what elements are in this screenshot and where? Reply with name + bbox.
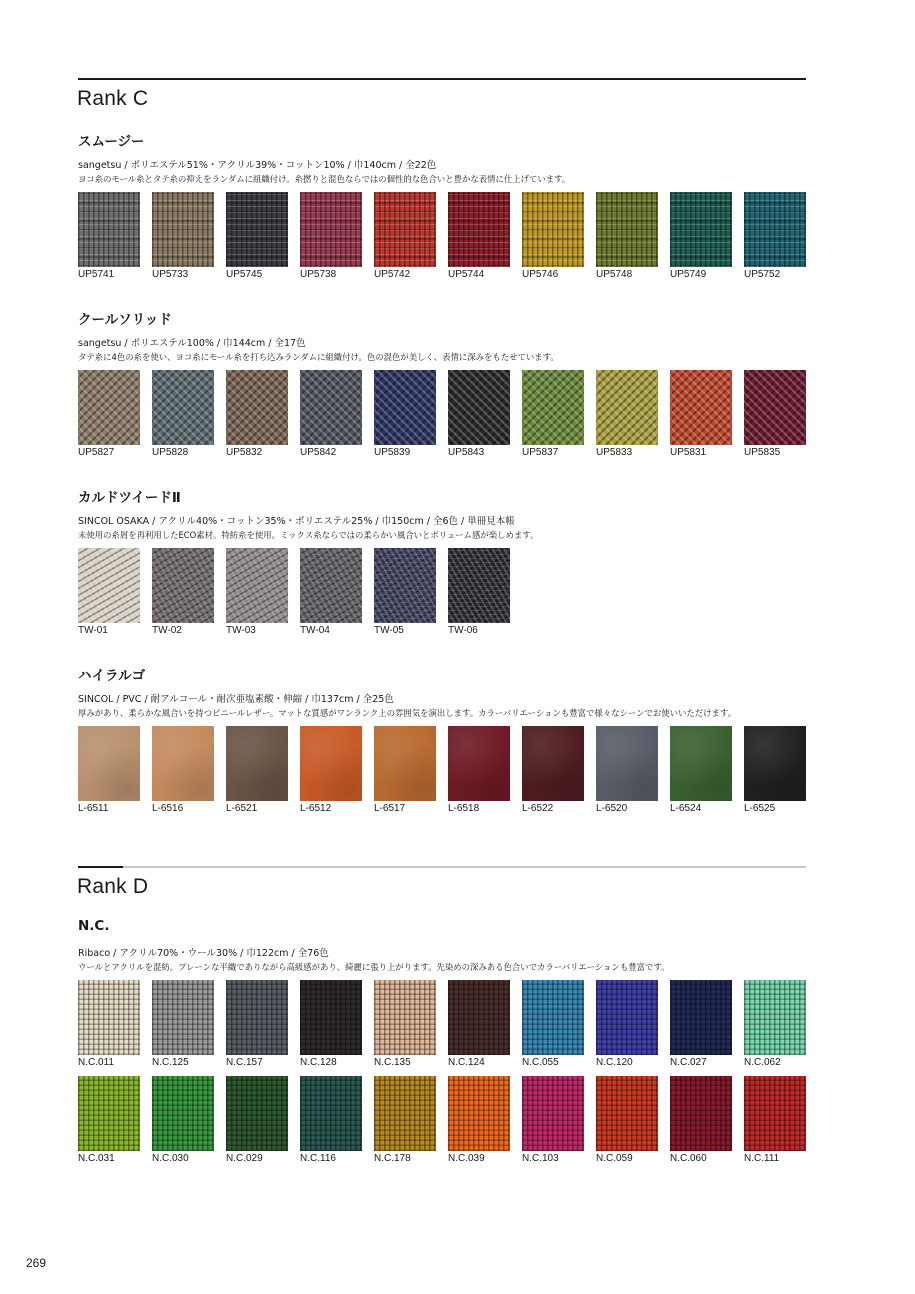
swatch	[374, 726, 436, 814]
swatch	[78, 548, 140, 636]
swatch	[226, 726, 288, 814]
swatch-code: N.C.062	[744, 1057, 781, 1068]
swatch-chip	[226, 192, 288, 267]
swatch-code: N.C.103	[522, 1153, 559, 1164]
swatch-chip	[152, 980, 214, 1055]
swatch-code: TW-01	[78, 625, 108, 636]
swatch-chip	[152, 548, 214, 623]
swatch-chip	[226, 726, 288, 801]
swatch-code: L-6518	[448, 803, 480, 814]
swatch	[596, 726, 658, 814]
swatch	[596, 1076, 658, 1164]
swatch-code: UP5745	[226, 269, 263, 280]
swatch	[744, 726, 806, 814]
swatch-chip	[744, 370, 806, 445]
swatch-code: N.C.060	[670, 1153, 707, 1164]
swatch-code: L-6512	[300, 803, 332, 814]
swatch	[300, 370, 362, 458]
swatch-code: UP5738	[300, 269, 337, 280]
swatch-code: N.C.059	[596, 1153, 633, 1164]
rank-c-rule	[78, 78, 806, 80]
swatch	[152, 192, 214, 280]
swatch-chip	[226, 548, 288, 623]
swatch-chip	[522, 726, 584, 801]
swatch-chip	[374, 980, 436, 1055]
swatch	[448, 1076, 510, 1164]
swatch-code: TW-06	[448, 625, 478, 636]
swatch	[448, 370, 510, 458]
swatch	[596, 370, 658, 458]
section-title: カルドツイードⅡ	[78, 490, 181, 506]
swatch-chip	[596, 726, 658, 801]
swatch-code: UP5749	[670, 269, 707, 280]
swatch-chip	[226, 980, 288, 1055]
swatch-chip	[78, 548, 140, 623]
swatch-code: N.C.055	[522, 1057, 559, 1068]
section-description: 未使用の糸屑を再利用したECO素材。特紡糸を使用。ミックス糸ならではの柔らかい風合いとボリューム感が楽しめます。	[78, 530, 539, 540]
swatch-chip	[448, 192, 510, 267]
swatch	[226, 548, 288, 636]
swatch-chip	[300, 192, 362, 267]
swatch-chip	[78, 1076, 140, 1151]
swatch	[374, 370, 436, 458]
swatch	[596, 192, 658, 280]
swatch-code: L-6520	[596, 803, 628, 814]
swatch-chip	[522, 1076, 584, 1151]
swatch-chip	[448, 548, 510, 623]
swatch-chip	[78, 192, 140, 267]
swatch-code: N.C.111	[744, 1153, 780, 1164]
section-title: スムージー	[78, 134, 145, 150]
swatch-chip	[78, 370, 140, 445]
swatch-chip	[596, 370, 658, 445]
swatch-chip	[596, 980, 658, 1055]
swatch-chip	[152, 192, 214, 267]
swatch	[374, 192, 436, 280]
swatch-chip	[448, 370, 510, 445]
rank-d-title: Rank D	[77, 875, 149, 898]
swatch-code: UP5741	[78, 269, 115, 280]
swatch	[226, 980, 288, 1068]
swatch-chip	[374, 1076, 436, 1151]
swatch-code: UP5833	[596, 447, 633, 458]
swatch-code: UP5832	[226, 447, 263, 458]
swatch-chip	[522, 980, 584, 1055]
swatch-chip	[78, 980, 140, 1055]
swatch	[300, 192, 362, 280]
swatch	[78, 980, 140, 1068]
swatch-chip	[78, 726, 140, 801]
swatch-chip	[448, 1076, 510, 1151]
swatch-code: UP5746	[522, 269, 559, 280]
swatch-code: UP5837	[522, 447, 559, 458]
swatch	[670, 1076, 732, 1164]
section-spec: SINCOL OSAKA / アクリル40%・コットン35%・ポリエステル25% / 巾150cm / 全6色 / 単冊見本帳	[78, 516, 515, 527]
swatch-chip	[596, 1076, 658, 1151]
section-spec: sangetsu / ポリエステル51%・アクリル39%・コットン10% / 巾140cm / 全22色	[78, 160, 437, 171]
section-spec: sangetsu / ポリエステル100% / 巾144cm / 全17色	[78, 338, 306, 349]
swatch-chip	[152, 370, 214, 445]
swatch-chip	[300, 548, 362, 623]
section-title: クールソリッド	[78, 312, 172, 328]
swatch-chip	[374, 192, 436, 267]
swatch-code: UP5742	[374, 269, 411, 280]
swatch-code: UP5839	[374, 447, 411, 458]
swatch-chip	[670, 1076, 732, 1151]
swatch	[744, 980, 806, 1068]
swatch-code: N.C.027	[670, 1057, 707, 1068]
swatch-chip	[448, 726, 510, 801]
swatch	[522, 980, 584, 1068]
swatch-code: L-6521	[226, 803, 258, 814]
swatch	[448, 726, 510, 814]
section-spec: SINCOL / PVC / 耐アルコール・耐次亜塩素酸・伸縮 / 巾137cm / 全25色	[78, 694, 394, 705]
swatch	[522, 370, 584, 458]
section-description: 厚みがあり、柔らかな風合いを持つビニールレザー。マットな質感がワンランク上の雰囲気を演出します。カラーバリエーションも豊富で様々なシーンでお使いいただけます。	[78, 708, 736, 718]
swatch-chip	[596, 192, 658, 267]
swatch	[300, 980, 362, 1068]
swatch	[78, 1076, 140, 1164]
swatch	[374, 1076, 436, 1164]
swatch	[152, 370, 214, 458]
swatch-code: TW-02	[152, 625, 182, 636]
swatch-code: TW-03	[226, 625, 256, 636]
swatch-chip	[300, 1076, 362, 1151]
swatch-chip	[300, 980, 362, 1055]
swatch-code: N.C.128	[300, 1057, 337, 1068]
section-description: タテ糸に4色の糸を使い、ヨコ糸にモール糸を打ち込みランダムに組織付け。色の混色が美しく、表情に深みをもたせています。	[78, 352, 559, 362]
swatch-code: UP5748	[596, 269, 633, 280]
swatch-chip	[670, 192, 732, 267]
section-title: ハイラルゴ	[78, 668, 146, 684]
swatch-code: TW-05	[374, 625, 404, 636]
rank-d-rule	[78, 866, 806, 868]
swatch-chip	[744, 192, 806, 267]
swatch-chip	[448, 980, 510, 1055]
section-description: ウールとアクリルを混紡。プレーンな平織でありながら高級感があり、綺麗に張り上がります。先染めの深みある色合いでカラーバリエーションも豊富です。	[78, 962, 670, 972]
page-number: 269	[26, 1256, 47, 1270]
swatch-code: L-6516	[152, 803, 184, 814]
swatch-code: N.C.120	[596, 1057, 633, 1068]
swatch	[374, 980, 436, 1068]
swatch-code: N.C.178	[374, 1153, 411, 1164]
swatch-chip	[152, 726, 214, 801]
swatch-code: N.C.031	[78, 1153, 115, 1164]
swatch	[78, 726, 140, 814]
swatch-chip	[374, 548, 436, 623]
swatch	[670, 192, 732, 280]
swatch-code: N.C.157	[226, 1057, 263, 1068]
swatch-code: N.C.029	[226, 1153, 263, 1164]
swatch	[744, 1076, 806, 1164]
swatch	[522, 192, 584, 280]
swatch-code: UP5827	[78, 447, 115, 458]
swatch-chip	[374, 370, 436, 445]
swatch	[670, 726, 732, 814]
swatch-code: UP5752	[744, 269, 781, 280]
swatch	[152, 1076, 214, 1164]
swatch-code: L-6522	[522, 803, 554, 814]
swatch-chip	[522, 192, 584, 267]
swatch-chip	[300, 726, 362, 801]
swatch-code: UP5744	[448, 269, 485, 280]
swatch-code: N.C.124	[448, 1057, 485, 1068]
swatch-code: L-6511	[78, 803, 109, 814]
swatch-code: UP5843	[448, 447, 485, 458]
section-title: N.C.	[78, 918, 110, 934]
swatch-code: N.C.030	[152, 1153, 189, 1164]
swatch	[300, 726, 362, 814]
swatch	[226, 370, 288, 458]
swatch	[448, 548, 510, 636]
swatch-chip	[670, 980, 732, 1055]
swatch	[78, 370, 140, 458]
swatch	[448, 980, 510, 1068]
swatch	[152, 726, 214, 814]
swatch	[522, 1076, 584, 1164]
swatch	[744, 192, 806, 280]
swatch-code: UP5733	[152, 269, 189, 280]
section-spec: Ribaco / アクリル70%・ウール30% / 巾122cm / 全76色	[78, 948, 329, 959]
swatch-chip	[300, 370, 362, 445]
swatch-code: UP5842	[300, 447, 337, 458]
swatch	[152, 980, 214, 1068]
swatch-code: N.C.116	[300, 1153, 336, 1164]
swatch-chip	[744, 980, 806, 1055]
rank-c-title: Rank C	[77, 87, 149, 110]
swatch-code: UP5828	[152, 447, 189, 458]
swatch-chip	[226, 1076, 288, 1151]
swatch	[152, 548, 214, 636]
swatch-chip	[374, 726, 436, 801]
swatch	[448, 192, 510, 280]
section-description: ヨコ糸のモール糸とタテ糸の抑えをランダムに組織付け。糸撚りと混色ならではの個性的な色合いと豊かな表情に仕上げています。	[78, 174, 571, 184]
swatch	[226, 1076, 288, 1164]
swatch-chip	[522, 370, 584, 445]
swatch	[300, 548, 362, 636]
swatch-code: N.C.011	[78, 1057, 114, 1068]
swatch	[226, 192, 288, 280]
swatch-code: N.C.125	[152, 1057, 189, 1068]
swatch-code: UP5831	[670, 447, 707, 458]
swatch-code: L-6525	[744, 803, 776, 814]
swatch	[374, 548, 436, 636]
swatch	[670, 980, 732, 1068]
swatch-chip	[152, 1076, 214, 1151]
swatch-code: UP5835	[744, 447, 781, 458]
swatch-chip	[226, 370, 288, 445]
swatch	[596, 980, 658, 1068]
swatch-chip	[744, 726, 806, 801]
swatch-code: L-6524	[670, 803, 702, 814]
swatch	[744, 370, 806, 458]
swatch	[522, 726, 584, 814]
swatch	[670, 370, 732, 458]
swatch-chip	[744, 1076, 806, 1151]
swatch-code: L-6517	[374, 803, 406, 814]
swatch	[300, 1076, 362, 1164]
swatch-chip	[670, 370, 732, 445]
swatch-code: N.C.039	[448, 1153, 485, 1164]
swatch	[78, 192, 140, 280]
swatch-code: N.C.135	[374, 1057, 411, 1068]
swatch-chip	[670, 726, 732, 801]
swatch-code: TW-04	[300, 625, 330, 636]
